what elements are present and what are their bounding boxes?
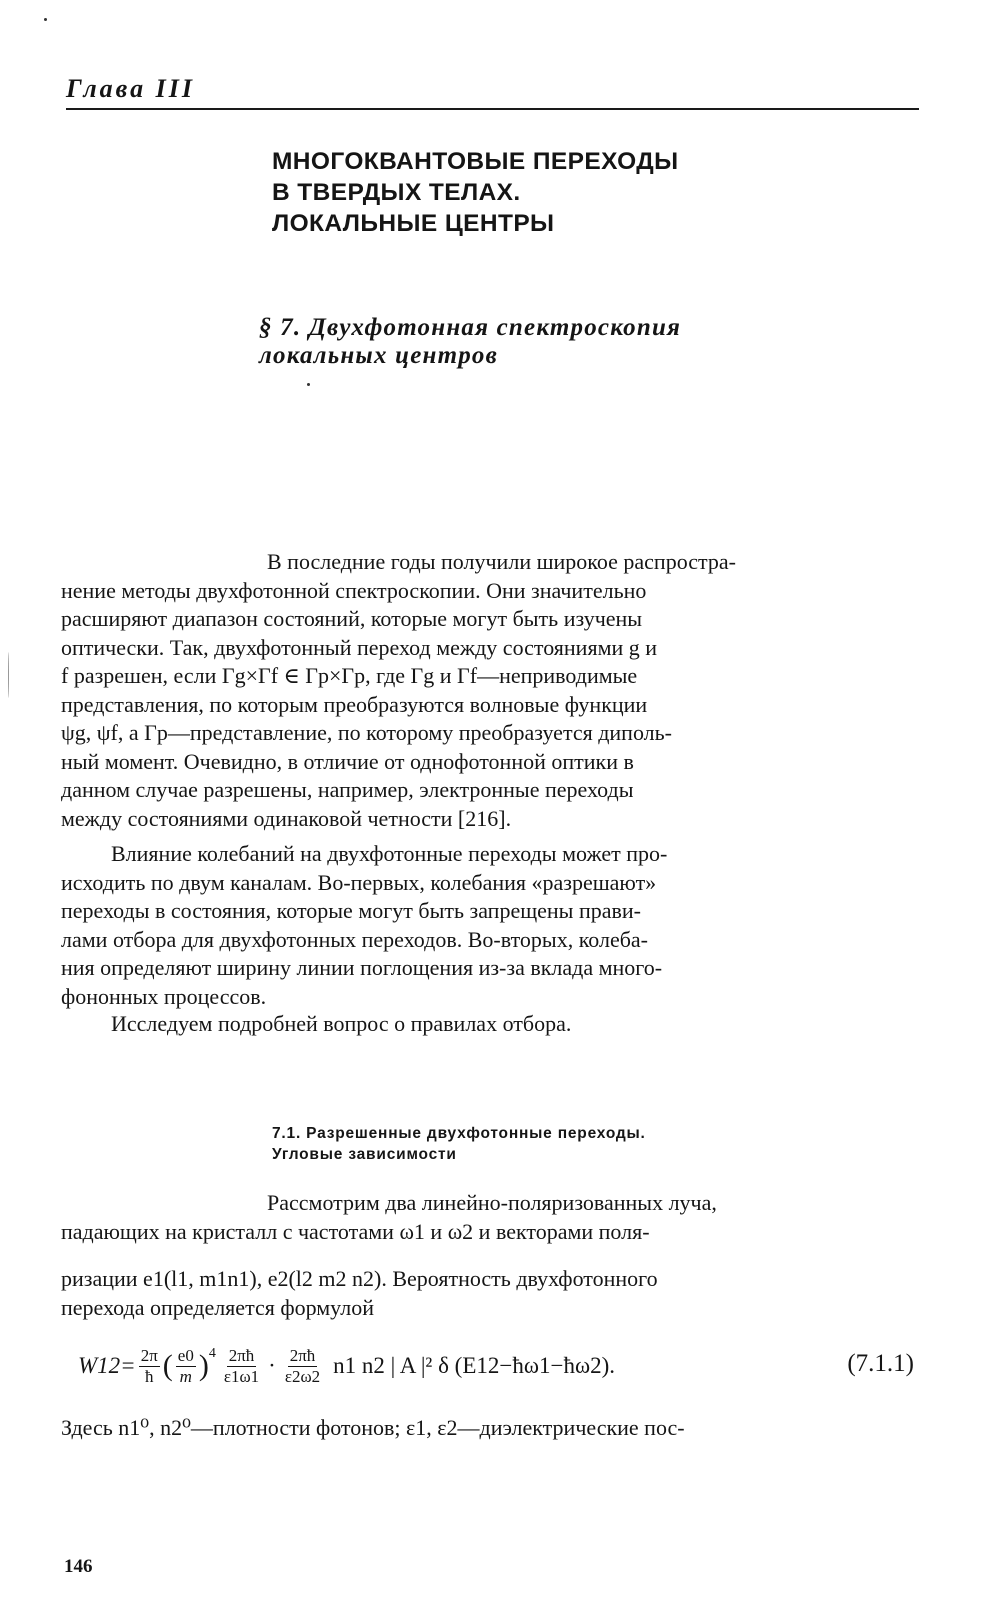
equation-number: (7.1.1) — [847, 1350, 914, 1377]
text-line: f разрешен, если Γg×Γf ∈ Γp×Γp, где Γg и Γf—неприводимые — [61, 663, 638, 688]
text-line: фононных процессов. — [61, 983, 267, 1009]
paragraph-4 — [61, 1188, 913, 1322]
left-paren: ( — [162, 1349, 173, 1382]
text-line: В последние годы получили широкое распростра- — [267, 549, 736, 574]
text-line: ψg, ψf, а Γp—представление, по которому преобразуется диполь- — [61, 720, 672, 745]
text-line: падающих на кристалл с частотами ω1 и ω2 и векторами поля- — [61, 1219, 650, 1244]
fraction-denominator: ε2ω2 — [284, 1366, 321, 1386]
text-line: оптически. Так, двухфотонный переход между состояниями g и — [61, 634, 658, 660]
section-title — [259, 314, 681, 370]
paragraph-1 — [61, 548, 913, 833]
fraction-numerator: 2π — [140, 1345, 158, 1365]
page-number: 146 — [64, 1556, 93, 1577]
subsection-title-line: Угловые зависимости — [272, 1146, 457, 1163]
subsection-title-line: 7.1. Разрешенные двухфотонные переходы. — [272, 1125, 646, 1142]
equation-tail: n1 n2 | A |² δ (E12−ħω1−ħω2). — [333, 1353, 616, 1378]
text-line: Исследуем подробней вопрос о правилах отбора. — [111, 1011, 572, 1036]
chapter-title-line: ЛОКАЛЬНЫЕ ЦЕНТРЫ — [272, 210, 555, 237]
speck — [8, 652, 9, 698]
text-line: данном случае разрешены, например, электронные переходы — [61, 777, 634, 802]
section-title-line: § 7. Двухфотонная спектроскопия — [259, 314, 682, 341]
fraction — [176, 1346, 196, 1387]
text-line: ризации e1(l1, m1n1), e2(l2 m2 n2). Вероятность двухфотонного — [61, 1266, 658, 1291]
section-title-line: локальных центров — [259, 342, 499, 369]
text-line: Здесь n1⁰, n2⁰—плотности фотонов; ε1, ε2—диэлектрические пос- — [61, 1415, 685, 1440]
paragraph-5 — [61, 1414, 913, 1443]
text-line: Рассмотрим два линейно-поляризованных луча, — [267, 1190, 717, 1215]
text-line: лами отбора для двухфотонных переходов. Во-вторых, колеба- — [61, 926, 648, 952]
exponent: 4 — [208, 1346, 216, 1361]
text-line: перехода определяется формулой — [61, 1295, 374, 1320]
dot-operator: · — [268, 1353, 276, 1378]
subsection-title — [272, 1123, 646, 1165]
equation-7-1-1 — [66, 1338, 916, 1394]
paragraph-3 — [61, 1010, 913, 1039]
chapter-title — [272, 146, 679, 239]
fraction — [224, 1346, 259, 1387]
fraction — [139, 1346, 160, 1387]
text-line: представления, по которым преобразуются волновые функции — [61, 691, 648, 717]
chapter-title-line: МНОГОКВАНТОВЫЕ ПЕРЕХОДЫ — [272, 148, 679, 175]
text-line: нение методы двухфотонной спектроскопии. Они значительно — [61, 577, 647, 603]
text-line: ный момент. Очевидно, в отличие от однофотонной оптики в — [61, 748, 634, 774]
fraction-numerator: 2πħ — [228, 1345, 255, 1365]
fraction-numerator: 2πħ — [289, 1345, 316, 1365]
speck — [307, 383, 310, 386]
text-line: расширяют диапазон состояний, которые могут быть изучены — [61, 606, 643, 631]
text-line: исходить по двум каналам. Во-первых, колебания «разрешают» — [61, 869, 657, 895]
speck — [44, 18, 47, 21]
equation-lhs: W12= — [78, 1353, 136, 1378]
text-line: переходы в состояния, которые могут быть запрещены прави- — [61, 898, 641, 923]
right-paren: ) — [198, 1349, 209, 1382]
fraction — [285, 1346, 320, 1387]
header-rule — [66, 108, 919, 110]
chapter-title-line: В ТВЕРДЫХ ТЕЛАХ. — [272, 179, 521, 206]
fraction-denominator: ε1ω1 — [223, 1366, 260, 1386]
fraction-denominator: m — [179, 1366, 192, 1386]
text-line: между состояниями одинаковой четности [216]. — [61, 805, 512, 831]
text-line: ния определяют ширину линии поглощения из-за вклада много- — [61, 955, 663, 980]
fraction-denominator: ħ — [144, 1366, 154, 1386]
chapter-header: Глава III — [66, 74, 195, 103]
paragraph-2 — [61, 840, 913, 1011]
fraction-numerator: e0 — [177, 1345, 194, 1365]
text-line: Влияние колебаний на двухфотонные переходы может про- — [111, 841, 668, 866]
equation-expression — [78, 1338, 615, 1394]
